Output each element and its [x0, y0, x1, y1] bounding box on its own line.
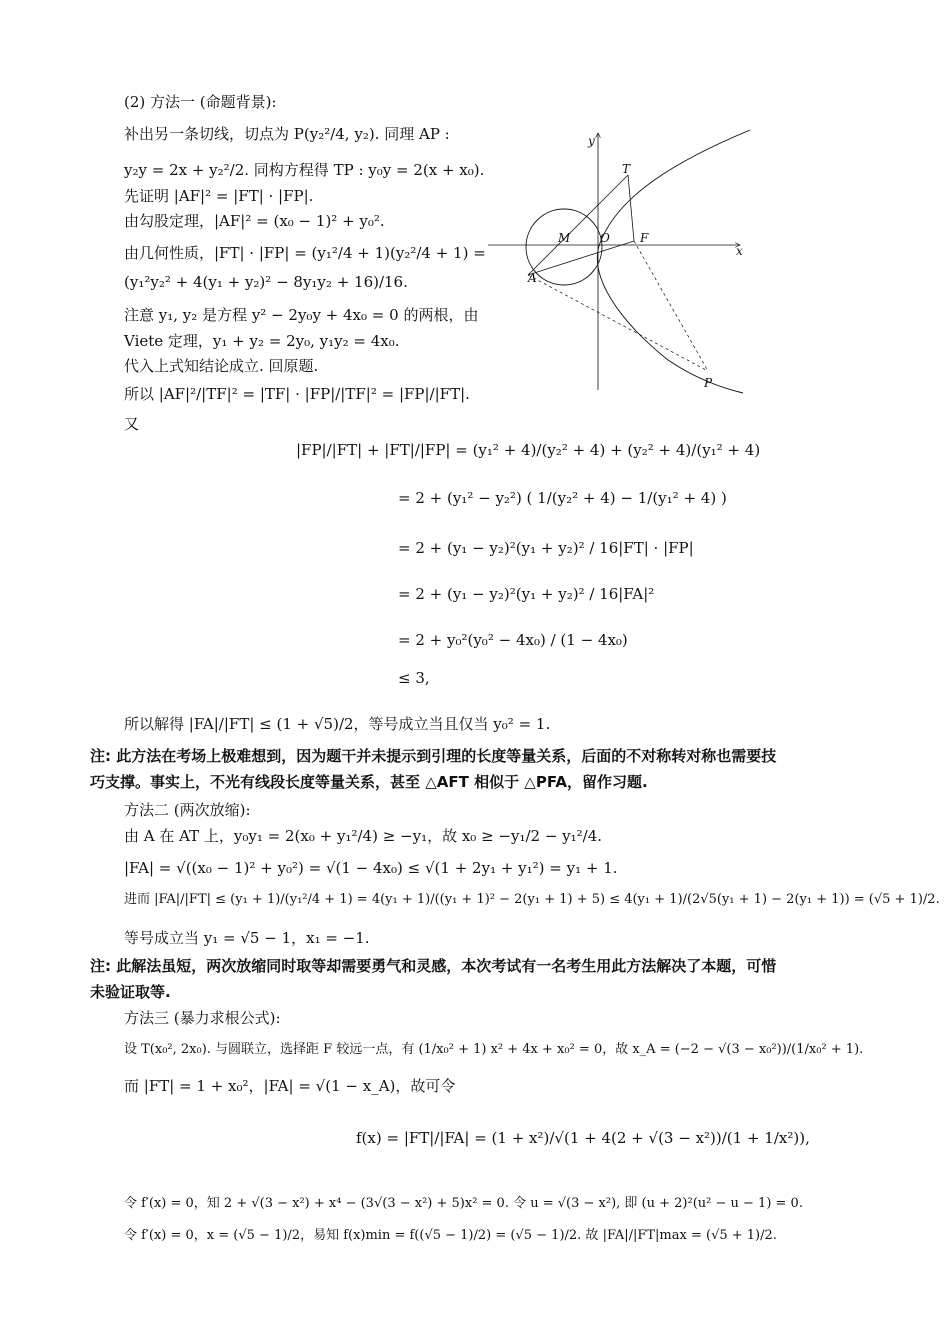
- method2-line-1: 由 A 在 AT 上，y₀y₁ = 2(x₀ + y₁²/4) ≥ −y₁，故 x₀ ≥ −y₁/2 − y₁²/4.: [124, 827, 603, 845]
- method1-line-4: 由勾股定理，|AF|² = (x₀ − 1)² + y₀².: [124, 212, 385, 230]
- note2-line-1: 注: 此解法虽短，两次放缩同时取等却需要勇气和灵感，本次考试有一名考生用此方法解决了本题，可惜: [90, 957, 777, 975]
- method3-function-def: f(x) = |FT|/|FA| = (1 + x²)/√(1 + 4(2 + √(3 − x²))/(1 + 1/x²)),: [356, 1129, 810, 1147]
- method1-line-7: 注意 y₁, y₂ 是方程 y² − 2y₀y + 4x₀ = 0 的两根，由: [124, 306, 479, 324]
- segment-tf: [628, 175, 634, 241]
- method1-line-10: 所以 |AF|²/|TF|² = |TF| · |FP|/|TF|² = |FP|/|FT|.: [124, 385, 470, 403]
- method1-line-8: Viete 定理，y₁ + y₂ = 2y₀, y₁y₂ = 4x₀.: [124, 332, 400, 350]
- parabola-circle-figure: [488, 125, 750, 395]
- segment-af: [528, 241, 634, 275]
- label-f: F: [640, 231, 649, 245]
- y-axis-label: y: [588, 134, 595, 148]
- note1-line-2: 巧支撑。事实上，不光有线段长度等量关系，甚至 △AFT 相似于 △PFA，留作习题.: [90, 773, 648, 791]
- label-p: P: [704, 376, 713, 390]
- derivation-line-6: ≤ 3,: [398, 669, 430, 687]
- label-o: O: [600, 231, 610, 245]
- method2-line-4: 等号成立当 y₁ = √5 − 1，x₁ = −1.: [124, 929, 370, 947]
- method1-line-9: 代入上式知结论成立. 回原题.: [124, 357, 319, 375]
- method2-line-2: |FA| = √((x₀ − 1)² + y₀²) = √(1 − 4x₀) ≤ √(1 + 2y₁ + y₁²) = y₁ + 1.: [124, 859, 618, 877]
- method1-line-1: 补出另一条切线，切点为 P(y₂²/4, y₂). 同理 AP :: [124, 125, 450, 143]
- method3-line-2: 而 |FT| = 1 + x₀²，|FA| = √(1 − x_A)，故可令: [124, 1077, 456, 1095]
- label-m: M: [558, 231, 571, 245]
- tangent-at: [528, 175, 628, 275]
- parabola-curve: [597, 130, 750, 393]
- dashed-ap: [528, 275, 708, 371]
- method3-heading: 方法三 (暴力求根公式):: [124, 1009, 281, 1027]
- note2-line-2: 未验证取等.: [90, 983, 171, 1001]
- derivation-line-5: = 2 + y₀²(y₀² − 4x₀) / (1 − 4x₀): [398, 631, 628, 649]
- label-t: T: [622, 162, 631, 176]
- label-a: A: [528, 271, 537, 285]
- derivation-line-2: = 2 + (y₁² − y₂²) ( 1/(y₂² + 4) − 1/(y₁² + 4) ): [398, 489, 727, 507]
- part-heading: (2) 方法一 (命题背景):: [124, 93, 277, 111]
- method2-heading: 方法二 (两次放缩):: [124, 801, 251, 819]
- method2-line-3: 进而 |FA|/|FT| ≤ (y₁ + 1)/(y₁²/4 + 1) = 4(y₁ + 1)/((y₁ + 1)² − 2(y₁ + 1) + 5) ≤ 4(y₁ + 1)/(2√5(y₁ + 1) − 2(y₁ + 1)) = (√5 + 1)/2.: [124, 892, 940, 907]
- method1-line-5: 由几何性质，|FT| · |FP| = (y₁²/4 + 1)(y₂²/4 + 1) =: [124, 244, 486, 262]
- note1-line-1: 注: 此方法在考场上极难想到，因为题干并未提示到引理的长度等量关系，后面的不对称转对称也需要技: [90, 747, 777, 765]
- method1-line-6: (y₁²y₂² + 4(y₁ + y₂)² − 8y₁y₂ + 16)/16.: [124, 273, 408, 291]
- x-axis-label: x: [736, 244, 743, 258]
- method3-line-1: 设 T(x₀², 2x₀). 与圆联立，选择距 F 较远一点，有 (1/x₀² + 1) x² + 4x + x₀² = 0，故 x_A = (−2 − √(3 − x₀²))/(1/x₀² + 1).: [124, 1042, 864, 1057]
- method1-conclusion: 所以解得 |FA|/|FT| ≤ (1 + √5)/2，等号成立当且仅当 y₀² = 1.: [124, 715, 551, 733]
- derivation-line-3: = 2 + (y₁ − y₂)²(y₁ + y₂)² / 16|FT| · |FP|: [398, 539, 694, 557]
- circle-m: [526, 209, 602, 285]
- method1-line-11: 又: [124, 415, 140, 433]
- method3-line-5: 令 f′(x) = 0，x = (√5 − 1)/2，易知 f(x)min = f((√5 − 1)/2) = (√5 − 1)/2. 故 |FA|/|FT|max = (√5 + 1)/2.: [124, 1228, 777, 1243]
- method1-line-2: y₂y = 2x + y₂²/2. 同构方程得 TP : y₀y = 2(x + x₀).: [124, 161, 485, 179]
- method3-line-4: 令 f′(x) = 0，知 2 + √(3 − x²) + x⁴ − (3√(3 − x²) + 5)x² = 0. 令 u = √(3 − x²), 即 (u + 2)²(u² − u − 1) = 0.: [124, 1196, 803, 1211]
- derivation-line-1: |FP|/|FT| + |FT|/|FP| = (y₁² + 4)/(y₂² + 4) + (y₂² + 4)/(y₁² + 4): [296, 441, 761, 459]
- derivation-line-4: = 2 + (y₁ − y₂)²(y₁ + y₂)² / 16|FA|²: [398, 585, 655, 603]
- method1-line-3: 先证明 |AF|² = |FT| · |FP|.: [124, 187, 314, 205]
